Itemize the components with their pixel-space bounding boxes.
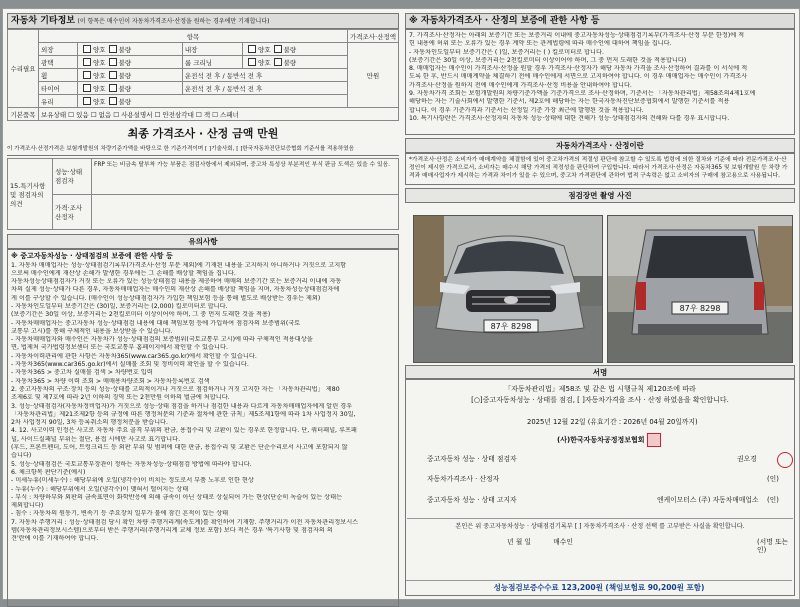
repair-needed-label: 수리필요 (8, 30, 39, 108)
row-label: 룸 크리닝 (182, 56, 242, 69)
row-label: 휠 (39, 69, 78, 82)
text-line: - 자동차매매업자는 중고자동차 성능·상태점검 내용에 대해 책임보험 등에 가입하여 점검자의 보증범위(국토 (11, 319, 301, 327)
inspector-label: 중고자동차 성능 · 상태 점검자 (427, 454, 517, 463)
checkbox[interactable] (109, 71, 117, 79)
other-info-note: (이 항목은 매수인이 자동차가격조사·산정을 원하는 경우에만 기재합니다) (77, 18, 270, 25)
signature-confirm-line: [○]중고자동차성능 · 상태를 점검, [ ]자동차가격을 조사 · 산정 하였음을 확인합니다. (471, 395, 729, 404)
checkbox[interactable] (109, 97, 117, 105)
appraisal-definition-text: *가격조사·산정은 소비자가 매매계약을 체결함에 있어 중고차가격의 적절성 판단에 참고할 수 있도록 법령에 의한 절차와 기준에 따라 전문가격조사·산정인이 제시한 가격으로서, 소비자는 매수시 해당 가격의 적정성을 판단하여 구입합니다. 따라서 가격조사·산정은 자동차365 및 보험개발원 등 차량 가격과 매매사업자가 제시하는 가격과 차이가 있을 수 있으며, 중고차 가격판단에 관하여 법적 구속력은 없고 소비자의 구매에 참고용으로 사용됩니다. (405, 153, 795, 185)
text-line: 교통부 고시)를 통해 구체적인 내용을 보상받을 수 있습니다. (11, 327, 173, 335)
text-line: 해당하는 자는 기술사회에서 발행한 기준서, 제2호에 해당하는 자는 한국자동차진단보증협회에서 발행한 기준서를 적용 (409, 98, 730, 106)
option-label: 불량 (283, 58, 297, 67)
photo-header: 점검장면 촬영 사진 (405, 188, 795, 203)
notifier-line (427, 496, 793, 505)
text-line: 게 이를 구상할 수 있습니다. (매수인이 성능상태점검자가 가입한 책임보험 등을 통해 별도로 배상받는 경우는 제외) (11, 294, 321, 302)
other-info-title: 자동차 기타정보 (11, 16, 75, 26)
text-line: 가격조사·산정을 원하지 전에 매수인에게 가격조사·산정 비용을 안내하여야 합니다. (409, 81, 632, 89)
row-label: 타이어 (39, 82, 78, 95)
front-photo-image (414, 216, 602, 362)
buyer-sign-mark: (서명 또는 인) (757, 537, 789, 554)
checkbox[interactable] (274, 45, 282, 53)
text-line: 4. 12. 사고이력 인정은 사고로 자동차 주요 골격 부위의 판금, 용접수리 및 교환이 있는 경우로 한정합니다. 단, 쿼터패널, 루프패 (11, 427, 357, 435)
text-line: - 자동차인도일부터 보증기간은 ( )일, 보증거리는 ( ) 킬로미터로 합니다. (409, 48, 604, 56)
appraiser-sign-mark: (인) (767, 475, 779, 483)
text-line: 합니다. 이 경우 기준가격과 기준서는 산정일 기준 가장 최근에 발행된 것을 적용합니다. (409, 106, 644, 114)
buyer-line (507, 537, 793, 554)
text-line: - 침수 : 자동차의 원동기, 변속기 등 주요장치 일부가 물에 잠긴 흔적이 있는 상태 (11, 510, 229, 518)
text-line: 3. 성능·상태점검자(자동차정비업자)가 거짓으로 성능·상태 점검을 하거나 점검한 내용과 다르게 자동차매매업자에게 알린 경우 (11, 402, 353, 410)
checkbox[interactable] (83, 97, 91, 105)
final-price-note: 이 가격조사·산정가격은 보험개발원의 차량기준가액을 바탕으로 한 기준가격이며 [ ]기술사회, [ ]한국자동차진단보증협회 기준서를 적용하였음 (7, 145, 399, 156)
buyer-label: 매수인 (553, 537, 573, 546)
checkbox[interactable] (109, 58, 117, 66)
checkbox[interactable] (109, 84, 117, 92)
rear-photo-image (608, 216, 792, 362)
price-guarantee-header (405, 13, 795, 29)
row-label: 운전석 전 후 / 동반석 전 후 (182, 69, 347, 82)
notice-lines (11, 262, 395, 544)
table-row (8, 82, 399, 95)
final-price: 최종 가격조사 · 산정 금액 만원 (127, 127, 279, 140)
signature-org (557, 433, 793, 447)
notice-header: 유의사항 (7, 234, 399, 249)
inspector-name: 권오경 (737, 454, 757, 463)
inspector-seal (777, 452, 793, 468)
special-notes-label: 15.특기사항 및 점검자의 의견 (8, 159, 53, 230)
org-name: (사)한국자동차공정정보협회 (557, 435, 645, 444)
document-sheet (2, 8, 800, 600)
text-line: 10. 특기사항란은 가격조사·산정자의 자동차 성능·상태에 대한 견해가 성능·상태점검자의 견해와 다를 경우 표시합니다. (409, 114, 730, 122)
text-line: 힌 내용에 허위 또는 오류가 있는 경우 계약 또는 관계법령에 따라 매수인에 대하여 책임을 집니다. (409, 40, 672, 48)
text-line: - 자동차365(www.car365.go.kr)에서 실매물 조회 및 정비이력 확인을 할 수 있습니다. (11, 361, 249, 369)
signature-law-line: 「자동차관리법」제58조 및 같은 법 시행규칙 제120조에 따라 (504, 385, 696, 393)
text-line: (보증기간은 30일 이상, 보증거리는 2천킬로미터 이상이어야 하며, 그 중 먼저 도래한 것을 적용) (11, 311, 271, 319)
text-line: 제외합니다) (11, 502, 44, 510)
checkbox[interactable] (274, 58, 282, 66)
text-line: 자동차성능상태점검자가 거짓 또는 오류가 있는 성능상태점검 내용을 제공하여 매매의 보증기간 또는 보증거리 이내에 자동 (11, 278, 342, 286)
text-line: - 부식 : 차량하부와 외판의 금속표면이 화학반응에 의해 금속이 아닌 상태로 상실되어 가는 현상(단순히 녹슬어 있는 상태는 (11, 493, 343, 501)
special-notes-table (7, 158, 399, 230)
inspector-line (427, 455, 793, 464)
price-guarantee-title: ※ 자동차가격조사 · 산정의 보증에 관한 사항 등 (409, 16, 600, 26)
price-guarantee-lines (409, 32, 791, 123)
text-line: (보증기간은 30일 이상, 보증거리는 2천킬로미터 이상이어야 하며, 그 중 먼저 도래한 것을 적용합니다) (409, 56, 687, 64)
receipt-date: 년 월 일 (507, 537, 532, 546)
text-line: (후드, 프론트펜더, 도어, 트렁크리드 등 외판 부위 및 범퍼에 대한 판금, 용접수리 및 교환은 단순수리로서 사고에 포함되지 않 (11, 444, 348, 452)
row-label: 광택 (39, 56, 78, 69)
option-label: 불량 (118, 71, 132, 80)
notice-box (7, 249, 399, 607)
basic-items-label: 기본품목 (8, 108, 39, 121)
text-line: 널, 사이드실패널 부위는 절단, 용접 시에만 사고로 표기합니다. (11, 435, 181, 443)
basic-items-text: 보유상태 ☐ 있음 ☐ 없음 ☐ 사용설명서 ☐ 안전삼각대 ☐ 잭 ☐ 스패너 (39, 108, 399, 121)
text-line: - 미세누유(미세누수) : 해당부위에 오일(냉각수)이 비치는 정도로서 부품 노후로 인한 현상 (11, 477, 254, 485)
text-line: 7. 자동차 주행거리 : 성능·상태점검 당시 확인 차량 주행거리계(속도계)를 확인하여 기재함. 주행거리가 이전 자동차관리정보시스 (11, 518, 359, 526)
row-label: 운전석 전 후 / 동반석 전 후 (182, 82, 347, 95)
right-column (405, 13, 795, 593)
table-row (8, 69, 399, 82)
appraiser-opinion-text (92, 194, 399, 230)
notifier-label: 중고자동차 성능 · 상태 고지자 (427, 495, 517, 504)
option-label: 불량 (118, 45, 132, 54)
notifier-sign-mark: (인) (767, 495, 779, 504)
receipt-text: 본인은 위 중고자동차성능 · 상태점검기록부 [ ] 자동차가격조사 · 산정 선택 를 고부받은 사실을 확인합니다. (407, 518, 793, 532)
rear-photo (607, 215, 793, 363)
text-line: 8. 매매업자는 매수인이 가격조사·산정을 원할 경우 가격조사·산정자가 해당 자동차 가격을 조사·산정하여 결과를 이 서식에 적 (409, 65, 748, 73)
text-line: - 자동차365 > 차량 이력 조회 > 매매용차량조회 > 자동차등록번호 검색 (11, 377, 210, 385)
text-line: 2. 중고자동차의 구조·장치 등의 성능·상태를 고의적이거나 거짓으로 점검하거나 거짓 고지한 자는 「자동차관리법」 제80 (11, 385, 340, 393)
org-seal (647, 433, 661, 447)
option-label: 양호 (93, 58, 106, 67)
item-col-header: 항목 (39, 30, 348, 43)
text-line: - 자동차365 > 중고차 실매물 검색 > 차량번호 입력 (11, 369, 153, 377)
table-row (8, 95, 399, 108)
text-line: 도록 한 후, 반드시 매매계약을 체결하기 전에 매수인에게 서면으로 고지하여야 합니다. 이 경우 매매업자는 매수인이 가격조사 (409, 73, 748, 81)
option-label: 불량 (118, 97, 132, 106)
option-label: 양호 (258, 45, 271, 54)
signature-date: 2025년 12월 22일 (유효기간 : 2026년 04월 20일까지) (527, 418, 698, 426)
appraiser-label: 자동차가격조사 · 산정자 (427, 475, 500, 483)
text-line: 템(자동차관리정보시스템)으로부터 받은 주행거리(주행거리계 교체 정보 포함) 보다 적은 경우 '특기사항 및 점검자의 의 (11, 527, 333, 534)
rear-plate: 87우 8298 (679, 304, 721, 313)
appraisal-definition-header: 자동차가격조사 · 산정이란 (405, 138, 795, 153)
signature-box (405, 378, 795, 596)
option-label: 양호 (93, 71, 106, 80)
unit-won: 만원 (347, 43, 398, 108)
row-label: 내장 (182, 43, 242, 56)
text-line: 2차 사업정지 90일, 3차 등록취소의 행정처분을 받습니다. (11, 419, 168, 427)
other-info-table (7, 29, 399, 121)
table-row (8, 56, 399, 69)
option-label: 양호 (93, 84, 106, 93)
front-plate: 87우 8298 (490, 322, 532, 331)
notice-title: ※ 중고자동차성능 · 상태점검의 보증에 관한 사항 등 (11, 252, 173, 260)
checkbox[interactable] (83, 45, 91, 53)
text-line: - 자동차매매업자와 매수인은 자동차가 성능·상태점검의 보증범위(국토교통부 고시)에 따라 구체적인 적용대상을 (11, 336, 313, 344)
text-line: - 누유(누수) : 해당부위에서 오일(냉각수)이 맺혀서 떨어지는 상태 (11, 485, 189, 493)
text-line: 면, 법제처 국가법령정보센터 또는 국토교통부 홈페이지에서 확인할 수 있습니다. (11, 344, 228, 352)
text-line: 조제6호 및 제7호에 따라 2년 이하의 징역 또는 2천만원 이하의 벌금에 처합니다. (11, 394, 230, 402)
option-label: 불량 (118, 84, 132, 93)
option-label: 양호 (258, 58, 271, 67)
inspection-fee: 성능점검보증수수료 123,200원 (책임보험료 90,200원 포함) (406, 580, 792, 593)
option-label: 양호 (93, 97, 106, 106)
text-line: 으로써 매수인에게 재산상 손해가 발생한 경우에는 그 손해를 배상할 책임을 집니다. (11, 269, 236, 277)
option-label: 불량 (118, 58, 132, 67)
signature-header: 서명 (405, 365, 795, 380)
checkbox[interactable] (83, 58, 91, 66)
text-line: 견'란에 이를 기재하여야 합니다. (11, 535, 99, 543)
option-label: 불량 (283, 45, 297, 54)
text-line: 5. 성능·상태점검은 국토교통부장관이 정하는 자동차성능·상태점검 방법에 따라야 합니다. (11, 460, 252, 468)
text-line: 9. 자동차가격 조회는 보험개발원의 차량기준가액을 기준가격으로 조사·산정하며, 기준서는 「자동차관리법」제58조의4제1호에 (409, 90, 756, 98)
front-photo (413, 215, 603, 363)
checkbox[interactable] (83, 71, 91, 79)
price-col-header: 가격조사·산정액 (347, 30, 398, 43)
checkbox[interactable] (248, 45, 256, 53)
row-label: 외장 (39, 43, 78, 56)
special-notes-text: FRP 또는 비금속 탈부착 가능 부품은 점검사항에서 제외되며, 중고차 특성상 부분적인 부식 판금 도색은 있을 수 있음. (92, 159, 399, 195)
text-line: - 자동차이력관리에 관한 사항은 자동차365(www.car365.go.kr)에서 확인할 수 있습니다. (11, 352, 257, 360)
checkbox[interactable] (109, 45, 117, 53)
left-column (7, 13, 399, 593)
table-row (8, 43, 399, 56)
inspector-opinion-label: 성능·상태 점검자 (53, 159, 92, 195)
text-line: 습니다) (11, 452, 32, 460)
text-line: 6. 체크항목 판단기준(예시) (11, 468, 86, 476)
text-line: 「자동차관리법」제21조제2항 등의 규정에 따른 행정처분의 기준과 절차에 관한 규칙」제5조제1항에 따라 1차 사업정지 30일, (11, 410, 356, 418)
text-line: 7. 가격조사·산정자는 아래의 보증기간 또는 보증거리 이내에 중고자동차성능·상태점검기록부(가격조사·산정 부분 한정)에 적 (409, 32, 745, 39)
option-label: 양호 (93, 45, 106, 54)
other-info-header (7, 13, 399, 29)
checkbox[interactable] (248, 58, 256, 66)
text-line: - 자동차인도일부터 보증기간은 (30)일, 보증거리는 (2,000) 킬로미터로 합니다. (11, 302, 228, 310)
text-line: 1. 자동차 매매업자는 성능·상태점검기록부(가격조사·산정 부분 제외)에 기재된 내용을 고지하지 아니하거나 거짓으로 고지함 (11, 261, 347, 269)
text-line: 차의 실제 성능·상태가 다른 경우, 자동차매매업자는 매수인의 재산상 손해를 배상할 책임을 지며, 자동차성능상태점검자에 (11, 286, 340, 294)
notifier-name: 엔케이모터스 (주) 자동차매매업소 (657, 495, 759, 504)
price-guarantee-box (405, 29, 795, 135)
row-label: 유리 (39, 95, 78, 108)
appraiser-opinion-label: 가격·조사 산정자 (53, 194, 92, 230)
checkbox[interactable] (83, 84, 91, 92)
appraiser-line (427, 475, 793, 484)
